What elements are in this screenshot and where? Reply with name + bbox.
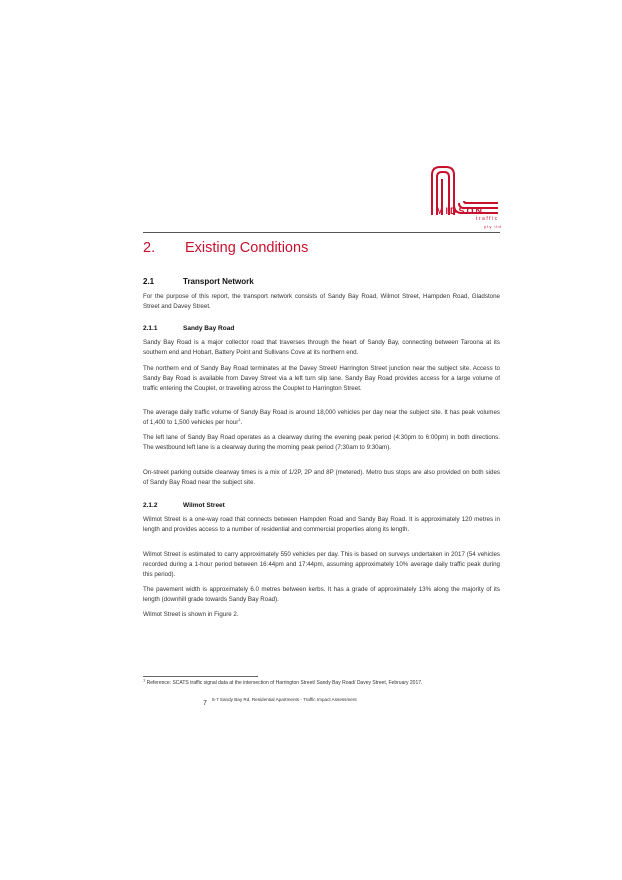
page-number: 7 — [203, 700, 207, 707]
paragraph: Wilmot Street is a one-way road that connects between Hampden Road and Sandy Bay Road. It is approximately 120 metres in length and provides access to a number of residential and commercial properties along its length. — [143, 516, 500, 533]
paragraph: The northern end of Sandy Bay Road terminates at the Davey Street/ Harrington Street junction near the subject site. Access to Sandy Bay Road is available from Davey Street via a left turn slip lane. Sandy Bay Road provides access for a large volume of traffic entering the Couplet, or travelling across the Couplet to Harrington Street. — [143, 365, 500, 392]
paragraph: For the purpose of this report, the transport network consists of Sandy Bay Road, Wilmot Street, Hampden Road, Gladstone Street and Davey Street. — [143, 293, 500, 310]
header-rule — [143, 232, 500, 233]
paragraph: Wilmot Street is estimated to carry approximately 550 vehicles per day. This is based on surveys undertaken in 2017 (54 vehicles recorded during a 1-hour period between 16:44pm and 17:44pm, assuming approximately 10% average daily traffic peak during this period). — [143, 551, 500, 578]
footnote-ref: 1 — [238, 416, 241, 422]
section-number: 2. — [143, 240, 156, 256]
paragraph: Sandy Bay Road is a major collector road that traverses through the heart of Sandy Bay, connecting between Taroona at its southern end and Hobart, Battery Point and Sullivans Cove at its northern end. — [143, 339, 500, 356]
heading-2-1-1: 2.1.1 Sandy Bay Road — [143, 325, 235, 332]
paragraph: Wilmot Street is shown in Figure 2. — [143, 611, 239, 618]
logo-subline-traffic: traffic — [476, 216, 499, 222]
heading-2-1-2: 2.1.2 Wilmot Street — [143, 502, 225, 509]
heading-2-1: 2.1 Transport Network — [143, 277, 254, 286]
paragraph: The average daily traffic volume of Sandy Bay Road is around 18,000 vehicles per day near the subject site. It has peak volumes of 1,400 to 1,500 vehicles per hour$^1$. — [143, 409, 500, 426]
section-heading — [143, 240, 308, 256]
logo-subline-ptyltd: pty ltd — [484, 224, 502, 229]
footnote-rule — [143, 676, 258, 677]
footer-title: 5-7 Sandy Bay Rd, Residential Apartments - Traffic Impact Assessment — [212, 697, 357, 702]
paragraph: On-street parking outside clearway times is a mix of 1/2P, 2P and 8P (metered). Metro bus stops are also provided on both sides of Sandy Bay Road near the subject site. — [143, 469, 500, 486]
footnote: $^1$ Reference: SCATS traffic signal data at the intersection of Harrington Street/ Sandy Bay Road/ Davey Street, February 2017. — [143, 677, 423, 686]
paragraph: The left lane of Sandy Bay Road operates as a clearway during the evening peak period (4:30pm to 6:00pm) in both directions. The westbound left lane is a clearway during the morning peak period (7:30am to 9:30am). — [143, 434, 500, 451]
section-title: Existing Conditions — [185, 240, 309, 256]
paragraph: The pavement width is approximately 6.0 metres between kerbs. It has a grade of approximately 13% along the majority of its length (downhill grade towards Sandy Bay Road). — [143, 586, 500, 603]
logo-wordmark: MIDSON — [436, 206, 484, 216]
